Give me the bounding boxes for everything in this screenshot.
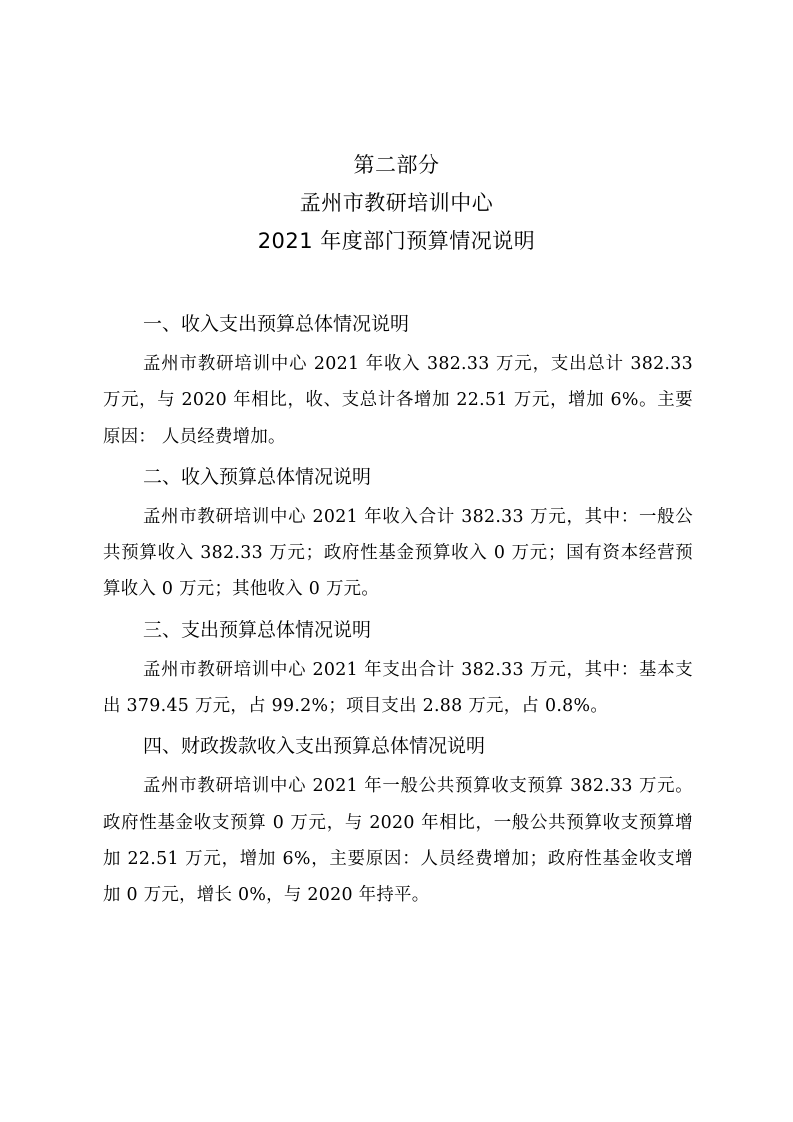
section-paragraph: 孟州市教研培训中心 2021 年一般公共预算收支预算 382.33 万元。政府性基金收支预算 0 万元，与 2020 年相比，一般公共预算收支预算增加 22.51 万元，增加 6%，主要原因：人员经费增加；政府性基金收支增加 0 万元，增长 0%，与 2020 年持平。 xyxy=(103,776,693,906)
section-heading: 一、收入支出预算总体情况说明 xyxy=(143,313,410,335)
organization-title: 孟州市教研培训中心 xyxy=(299,191,494,215)
section-paragraph: 孟州市教研培训中心 2021 年支出合计 382.33 万元，其中：基本支出 379.45 万元，占 99.2%；项目支出 2.88 万元，占 0.8%。 xyxy=(103,659,693,717)
section-heading: 二、收入预算总体情况说明 xyxy=(143,465,372,488)
document-body xyxy=(103,306,693,918)
section-heading: 三、支出预算总体情况说明 xyxy=(143,618,372,641)
document-title xyxy=(0,146,793,260)
section-income-expenditure-overview xyxy=(103,306,693,455)
section-heading: 四、财政拨款收入支出预算总体情况说明 xyxy=(143,735,486,758)
section-expenditure-budget xyxy=(103,612,693,725)
section-paragraph: 孟州市教研培训中心 2021 年收入 382.33 万元，支出总计 382.33 万元，与 2020 年相比，收、支总计各增加 22.51 万元，增加 6%。主要原因： 人员经费增加。 xyxy=(103,354,693,447)
report-title: 2021 年度部门预算情况说明 xyxy=(257,229,536,253)
section-fiscal-appropriation xyxy=(103,728,693,913)
section-paragraph: 孟州市教研培训中心 2021 年收入合计 382.33 万元，其中：一般公共预算收入 382.33 万元；政府性基金预算收入 0 万元；国有资本经营预算收入 0 万元；其他收入 0 万元。 xyxy=(103,506,693,600)
part-title: 第二部分 xyxy=(353,153,440,177)
section-income-budget xyxy=(103,459,693,608)
